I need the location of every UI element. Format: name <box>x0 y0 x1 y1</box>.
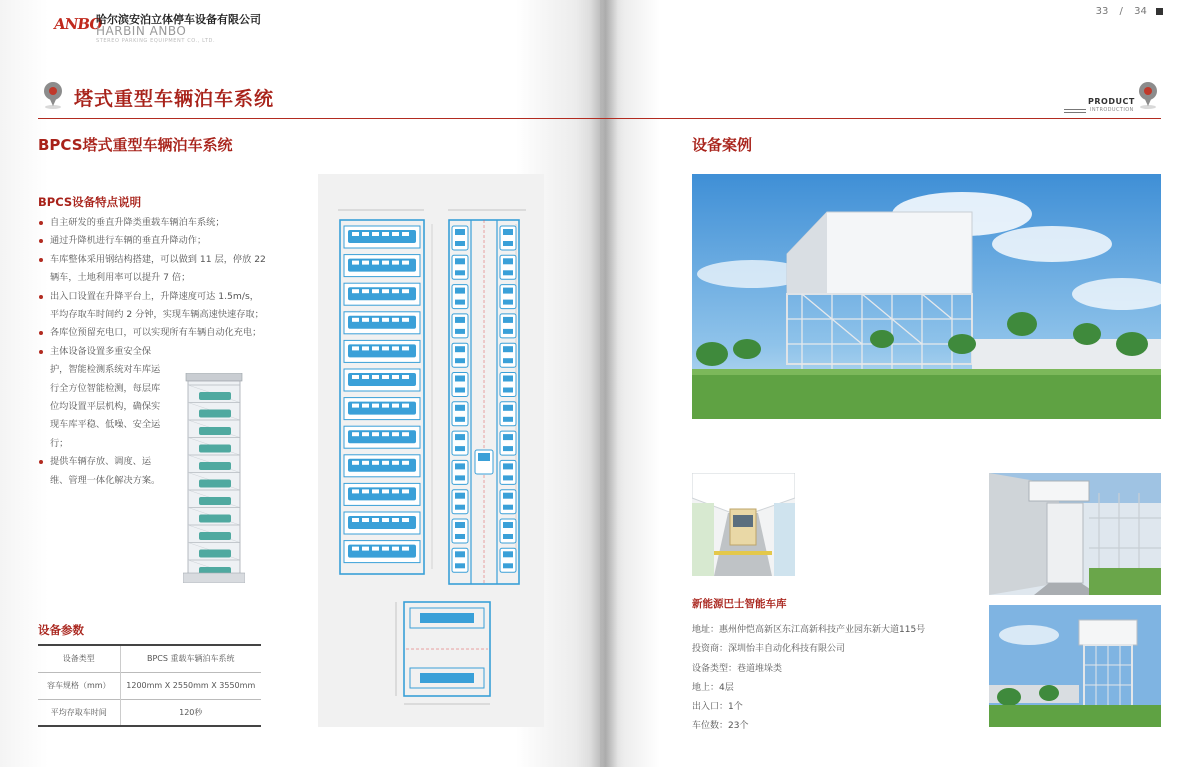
location-pin-icon <box>1137 82 1159 108</box>
bus-icon <box>348 230 416 243</box>
location-pin-icon <box>42 82 64 108</box>
case-entrances: 出入口：1个 <box>692 702 743 713</box>
page-number-right: 34 <box>1134 6 1147 17</box>
param-key: 平均存取车时间 <box>38 699 120 726</box>
features-heading: BPCS设备特点说明 <box>38 195 142 209</box>
bus-icon <box>348 430 416 443</box>
page-separator: / <box>1119 6 1123 17</box>
feature-item: 车库整体采用钢结构搭建，可以做到 11 层，停放 22 辆车，土地利用率可以提升 7 倍； <box>38 251 268 288</box>
square-icon <box>1156 8 1163 15</box>
company-name-cn: 哈尔滨安泊立体停车设备有限公司 <box>96 13 261 26</box>
header-rule <box>38 118 1161 119</box>
bus-icon <box>348 459 416 472</box>
feature-item: 通过升降机进行车辆的垂直升降动作； <box>38 232 268 250</box>
case-equipment-type: 设备类型：巷道堆垛类 <box>692 663 783 674</box>
param-value: 120秒 <box>120 699 261 726</box>
bus-icon <box>348 487 416 500</box>
product-label: PRODUCT <box>1088 97 1135 106</box>
feature-item: 各库位预留充电口，可以实现所有车辆自动化充电； <box>38 324 268 342</box>
bus-icon <box>348 259 416 272</box>
page-number-left: 33 <box>1095 6 1109 17</box>
param-key: 设备类型 <box>38 645 120 672</box>
case-spaces: 车位数：23个 <box>692 721 749 732</box>
section-title: 塔式重型车辆泊车系统 <box>74 88 275 110</box>
page-gutter <box>590 0 618 767</box>
right-heading: 设备案例 <box>692 136 753 154</box>
company-subtitle: STEREO PARKING EQUIPMENT CO., LTD. <box>96 38 216 44</box>
left-heading: BPCS塔式重型车辆泊车系统 <box>38 136 233 154</box>
table-row <box>38 699 261 726</box>
company-name-en: HARBIN ANBO <box>96 24 187 38</box>
feature-item: 提供车辆存放、调度、运维、管理一体化解决方案。 <box>38 453 168 490</box>
table-row <box>38 672 261 699</box>
bus-icon <box>348 316 416 329</box>
drawing-svg <box>318 174 544 727</box>
param-value: 1200mm X 2550mm X 3550mm <box>120 672 261 699</box>
case-photo-entrance <box>692 473 795 576</box>
logo-mark: ANBO <box>52 15 103 33</box>
company-logo <box>52 14 103 40</box>
params-table <box>38 644 261 727</box>
feature-item: 自主研发的垂直升降类重载车辆泊车系统； <box>38 214 268 232</box>
table-row <box>38 645 261 672</box>
case-floors: 地上：4层 <box>692 682 734 693</box>
divider <box>1064 112 1086 113</box>
case-investor: 投资商：深圳怡丰自动化科技有限公司 <box>692 644 846 655</box>
bus-icon <box>348 287 416 300</box>
case-photo-gate <box>989 473 1161 595</box>
param-value: BPCS 重载车辆泊车系统 <box>120 645 261 672</box>
product-sublabel: INTRODUCTION <box>1090 107 1134 113</box>
bus-icon <box>348 516 416 529</box>
bus-icon <box>348 402 416 415</box>
case-title: 新能源巴士智能车库 <box>692 598 787 610</box>
divider <box>1064 109 1086 110</box>
technical-drawing <box>318 174 544 727</box>
bus-icon <box>348 373 416 386</box>
tower-garage-image <box>183 373 245 583</box>
case-address: 地址：惠州仲恺高新区东江高新科技产业园东新大道115号 <box>692 625 926 635</box>
param-key: 容车规格（mm） <box>38 672 120 699</box>
page-numbers <box>1096 6 1163 17</box>
case-photo-main <box>692 174 1161 419</box>
bus-icon <box>348 344 416 357</box>
params-heading: 设备参数 <box>38 623 84 637</box>
case-photo-tower <box>989 605 1161 727</box>
feature-item: 主体设备设置多重安全保护，智能检测系统对车库运行全方位智能检测，每层库位均设置平层机构，确保实现车库平稳、低噪、安全运行； <box>38 343 168 453</box>
case-info <box>692 621 925 737</box>
bus-icon <box>348 545 416 558</box>
feature-item: 出入口设置在升降平台上，升降速度可达 1.5m/s，平均存取车时间约 2 分钟，实现车辆高速快速存取； <box>38 288 268 325</box>
